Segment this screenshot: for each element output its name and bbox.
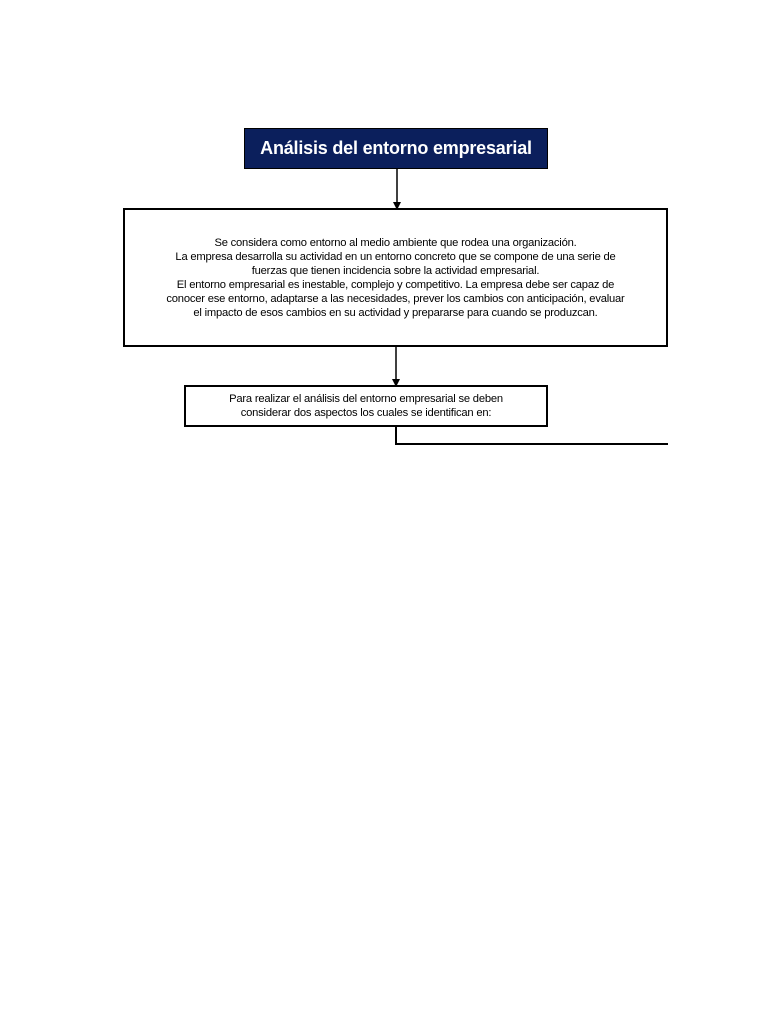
aspects-line: considerar dos aspectos los cuales se identifican en: bbox=[240, 407, 492, 419]
definition-line: conocer ese entorno, adaptarse a las necesidades, prever los cambios con anticipación, evaluar bbox=[166, 292, 625, 305]
diagram-title: Análisis del entorno empresarial bbox=[260, 138, 532, 158]
branch-connector bbox=[396, 427, 668, 444]
definition-line: La empresa desarrolla su actividad en un entorno concreto que se compone de una serie de bbox=[175, 250, 616, 263]
title-box bbox=[244, 128, 548, 169]
definition-line: Se considera como entorno al medio ambiente que rodea una organización. bbox=[214, 236, 577, 249]
aspects-box bbox=[184, 385, 548, 427]
definition-box bbox=[123, 208, 668, 347]
definition-line: El entorno empresarial es inestable, complejo y competitivo. La empresa debe ser capaz de bbox=[176, 278, 615, 291]
definition-line: el impacto de esos cambios en su actividad y prepararse para cuando se produzcan. bbox=[193, 306, 598, 319]
definition-line: fuerzas que tienen incidencia sobre la actividad empresarial. bbox=[251, 264, 540, 277]
aspects-line: Para realizar el análisis del entorno empresarial se deben bbox=[229, 393, 503, 405]
